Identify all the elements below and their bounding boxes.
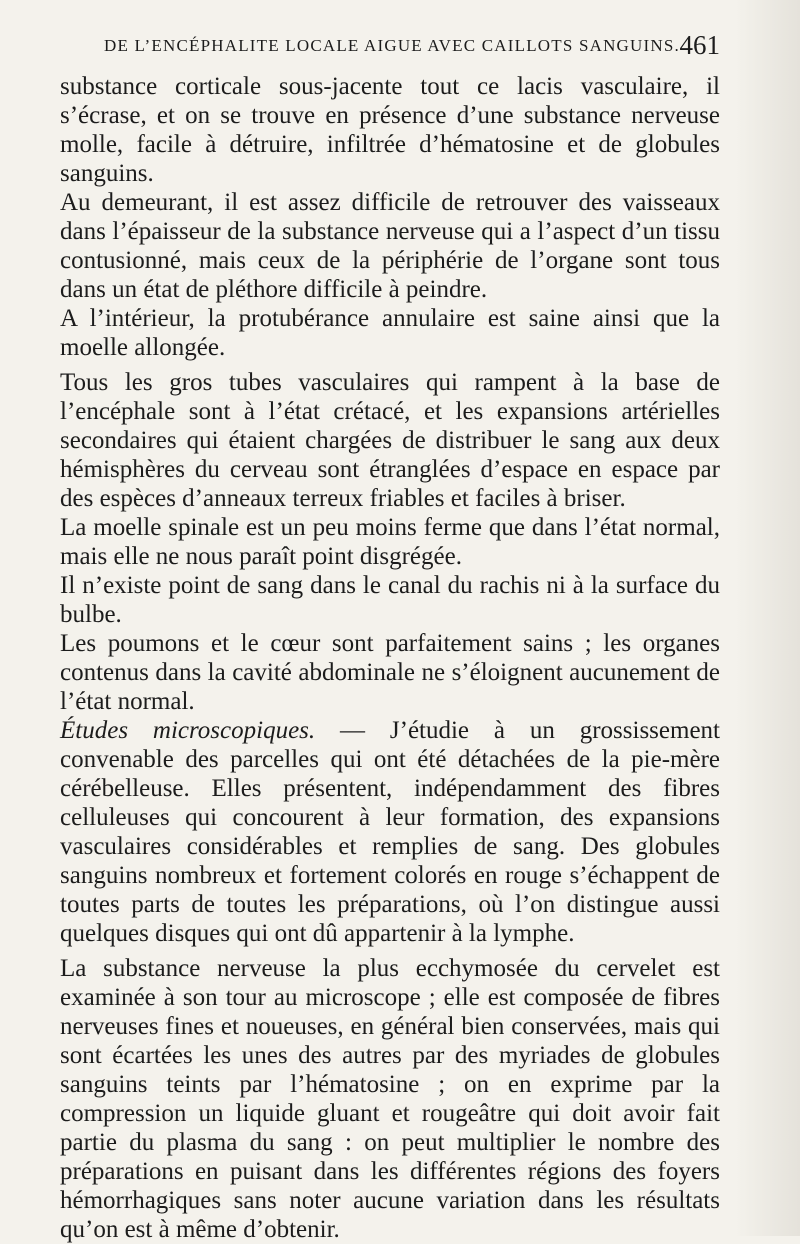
paragraph: substance corticale sous-jacente tout ce lacis vasculaire, il s’écrase, et on se trouve en présence d’une substance nerveuse molle, facile à détruire, infiltrée d’hématosine et de globules sanguins. bbox=[60, 73, 720, 187]
paragraph: Les poumons et le cœur sont parfaitement sains ; les organes contenus dans la cavité abdominale ne s’éloignent aucunement de l’état normal. bbox=[60, 630, 720, 715]
paragraph: Il n’existe point de sang dans le canal du rachis ni à la surface du bulbe. bbox=[60, 572, 720, 628]
paragraph bbox=[60, 716, 720, 948]
page-number: 461 bbox=[679, 30, 720, 60]
paragraph: A l’intérieur, la protubérance annulaire est saine ainsi que la moelle allongée. bbox=[60, 305, 720, 361]
paragraph: La substance nerveuse la plus ecchymosée du cervelet est examinée à son tour au microscope ; elle est composée de fibres nerveuses fines et noueuses, en général bien conservées, mais qui sont écartées les unes des autres par des myriades de globules sanguins teints par l’hématosine ; on en exprime par la compression un liquide gluant et rougeâtre qui doit avoir fait partie du plasma du sang : on peut multiplier le nombre des préparations en puisant dans les différentes régions des foyers hémorrhagiques sans noter aucune variation dans les résultats qu’on est à même d’obtenir. bbox=[60, 955, 720, 1243]
running-head bbox=[60, 30, 720, 64]
body-text bbox=[60, 72, 720, 1244]
paragraph: Tous les gros tubes vasculaires qui rampent à la base de l’encéphale sont à l’état crétacé, et les expansions artérielles secondaires qui étaient chargées de distribuer le sang aux deux hémisphères du cerveau sont étranglées d’espace en espace par des espèces d’anneaux terreux friables et faciles à briser. bbox=[60, 369, 720, 512]
page-edge-shadow bbox=[735, 0, 800, 1236]
section-lead: Études microscopiques. bbox=[60, 717, 316, 744]
paragraph-text: — J’étudie à un grossissement convenable des parcelles qui ont été détachées de la pie-mère cérébelleuse. Elles présentent, indépendamment des fibres celluleuses qui concourent à leur formation, des expansions vasculaires considérables et remplies de sang. Des globules sanguins nombreux et fortement colorés en rouge s’échappent de toutes parts de toutes les préparations, où l’on distingue aussi quelques disques qui ont dû appartenir à la lymphe. bbox=[60, 717, 720, 947]
paragraph: Au demeurant, il est assez difficile de retrouver des vaisseaux dans l’épaisseur de la substance nerveuse qui a l’aspect d’un tissu contusionné, mais ceux de la périphérie de l’organe sont tous dans un état de pléthore difficile à peindre. bbox=[60, 189, 720, 303]
paragraph: La moelle spinale est un peu moins ferme que dans l’état normal, mais elle ne nous paraît point disgrégée. bbox=[60, 514, 720, 570]
running-title: DE L’ENCÉPHALITE LOCALE AIGUE AVEC CAILLOTS SANGUINS. bbox=[104, 36, 680, 55]
